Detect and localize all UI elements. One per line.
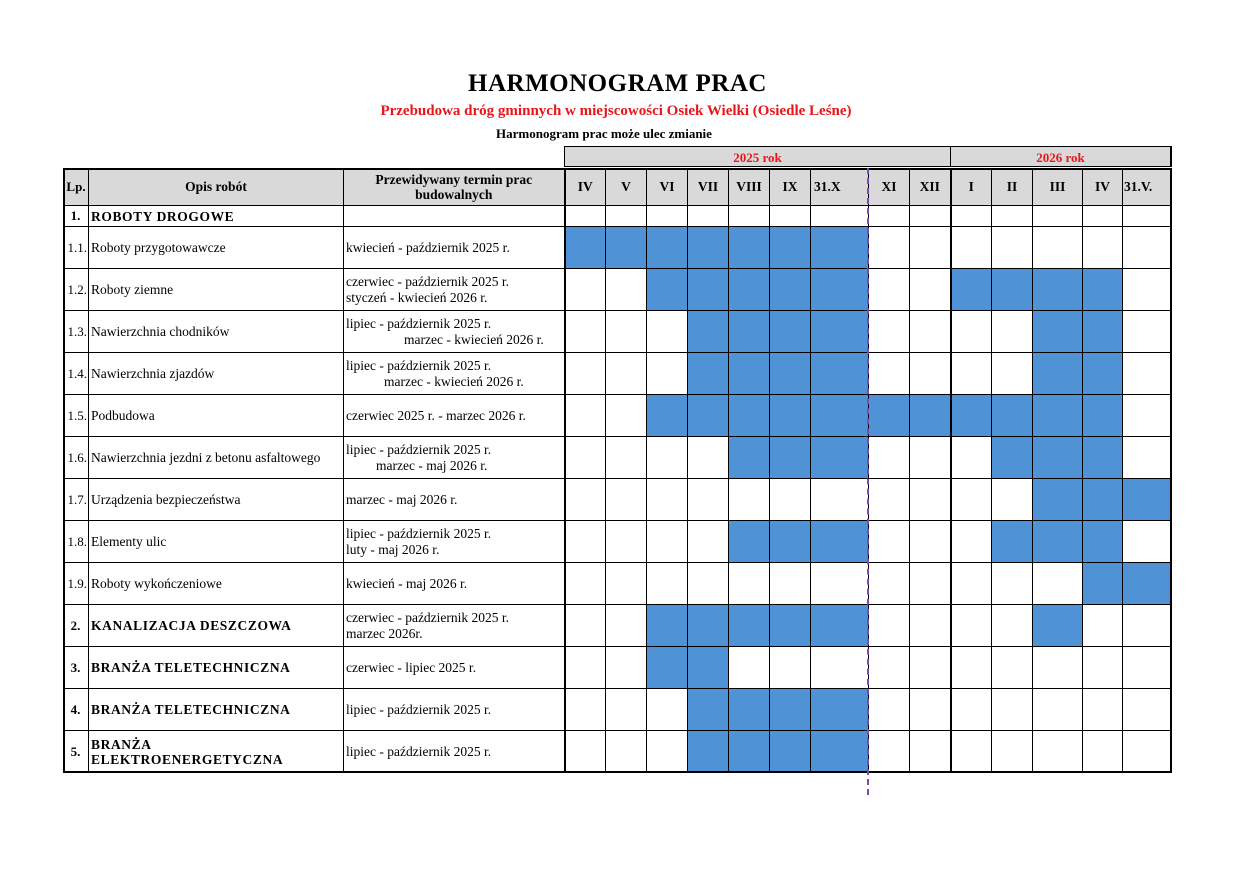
gantt-empty-cell xyxy=(869,605,910,647)
gantt-empty-cell xyxy=(606,521,647,563)
gantt-bar-cell xyxy=(770,395,811,437)
gantt-bar-cell xyxy=(951,395,992,437)
column-header-row xyxy=(64,169,1171,206)
gantt-empty-cell xyxy=(1123,689,1171,731)
gantt-empty-cell xyxy=(869,311,910,353)
gantt-empty-cell xyxy=(1123,731,1171,773)
gantt-empty-cell xyxy=(770,206,811,227)
gantt-empty-cell xyxy=(647,437,688,479)
term-line: czerwiec - październik 2025 r. xyxy=(346,273,510,289)
gantt-empty-cell xyxy=(910,563,951,605)
gantt-empty-cell xyxy=(606,605,647,647)
row-number: 1. xyxy=(64,206,89,227)
row-number: 3. xyxy=(64,647,89,689)
term-line: lipiec - październik 2025 r. xyxy=(346,441,492,457)
term-line: marzec 2026r. xyxy=(346,625,423,641)
gantt-bar-cell xyxy=(1083,563,1123,605)
row-number: 4. xyxy=(64,689,89,731)
gantt-bar-cell xyxy=(770,605,811,647)
gantt-bar-cell xyxy=(647,647,688,689)
gantt-empty-cell xyxy=(951,647,992,689)
gantt-empty-cell xyxy=(770,647,811,689)
gantt-bar-cell xyxy=(992,521,1033,563)
term-line: kwiecień - październik 2025 r. xyxy=(346,239,510,255)
gantt-bar-cell xyxy=(729,311,770,353)
gantt-empty-cell xyxy=(565,731,606,773)
gantt-empty-cell xyxy=(992,689,1033,731)
col-header-month: IX xyxy=(770,169,811,206)
gantt-empty-cell xyxy=(992,647,1033,689)
gantt-empty-cell xyxy=(910,269,951,311)
task-description: Roboty przygotowawcze xyxy=(89,227,344,269)
task-description: Roboty wykończeniowe xyxy=(89,563,344,605)
gantt-bar-cell xyxy=(688,269,729,311)
table-row xyxy=(64,689,1171,731)
task-term xyxy=(344,731,565,773)
term-line: lipiec - październik 2025 r. xyxy=(346,315,492,331)
gantt-empty-cell xyxy=(606,206,647,227)
gantt-bar-cell xyxy=(811,395,869,437)
gantt-empty-cell xyxy=(1123,395,1171,437)
gantt-empty-cell xyxy=(869,269,910,311)
gantt-bar-cell xyxy=(729,437,770,479)
gantt-empty-cell xyxy=(565,647,606,689)
gantt-empty-cell xyxy=(1123,353,1171,395)
gantt-empty-cell xyxy=(1083,206,1123,227)
task-term xyxy=(344,563,565,605)
task-term xyxy=(344,311,565,353)
page-title: HARMONOGRAM PRAC xyxy=(468,70,767,97)
row-number: 1.7. xyxy=(64,479,89,521)
gantt-empty-cell xyxy=(1123,227,1171,269)
gantt-empty-cell xyxy=(1123,647,1171,689)
gantt-empty-cell xyxy=(729,479,770,521)
task-term xyxy=(344,647,565,689)
gantt-empty-cell xyxy=(647,206,688,227)
gantt-bar-cell xyxy=(1083,395,1123,437)
term-line: lipiec - październik 2025 r. xyxy=(346,357,492,373)
gantt-bar-cell xyxy=(811,689,869,731)
project-subtitle: Przebudowa dróg gminnych w miejscowości Osiek Wielki (Osiedle Leśne) xyxy=(380,103,852,119)
col-header-month: IV xyxy=(565,169,606,206)
row-number: 5. xyxy=(64,731,89,773)
row-number: 1.5. xyxy=(64,395,89,437)
gantt-bar-cell xyxy=(770,311,811,353)
col-header-month: VIII xyxy=(729,169,770,206)
gantt-empty-cell xyxy=(951,353,992,395)
gantt-bar-cell xyxy=(770,353,811,395)
gantt-bar-cell xyxy=(729,269,770,311)
gantt-bar-cell xyxy=(770,269,811,311)
table-row xyxy=(64,269,1171,311)
gantt-bar-cell xyxy=(811,311,869,353)
gantt-bar-cell xyxy=(688,605,729,647)
gantt-bar-cell xyxy=(729,395,770,437)
gantt-empty-cell xyxy=(1033,206,1083,227)
gantt-bar-cell xyxy=(606,227,647,269)
gantt-empty-cell xyxy=(951,521,992,563)
gantt-empty-cell xyxy=(647,521,688,563)
year-2025-header: 2025 rok xyxy=(564,146,951,167)
task-description: Nawierzchnia chodników xyxy=(89,311,344,353)
gantt-bar-cell xyxy=(951,269,992,311)
task-description: Nawierzchnia jezdni z betonu asfaltowego xyxy=(89,437,344,479)
gantt-empty-cell xyxy=(1123,269,1171,311)
gantt-bar-cell xyxy=(1033,353,1083,395)
row-number: 1.3. xyxy=(64,311,89,353)
gantt-empty-cell xyxy=(565,479,606,521)
term-line: czerwiec 2025 r. - marzec 2026 r. xyxy=(346,407,526,423)
gantt-bar-cell xyxy=(729,353,770,395)
gantt-empty-cell xyxy=(992,479,1033,521)
col-header-termin: Przewidywany termin prac budowalnych xyxy=(344,169,565,206)
task-description: Nawierzchnia zjazdów xyxy=(89,353,344,395)
gantt-empty-cell xyxy=(1033,731,1083,773)
gantt-empty-cell xyxy=(811,206,869,227)
gantt-bar-cell xyxy=(647,395,688,437)
col-header-month: IV xyxy=(1083,169,1123,206)
gantt-empty-cell xyxy=(1123,521,1171,563)
schedule-note: Harmonogram prac może ulec zmianie xyxy=(496,126,712,141)
task-description: BRANŻA TELETECHNICZNA xyxy=(89,647,344,689)
gantt-empty-cell xyxy=(647,353,688,395)
task-term xyxy=(344,437,565,479)
gantt-empty-cell xyxy=(565,689,606,731)
table-row xyxy=(64,521,1171,563)
gantt-empty-cell xyxy=(869,689,910,731)
gantt-empty-cell xyxy=(910,437,951,479)
gantt-empty-cell xyxy=(1033,689,1083,731)
gantt-empty-cell xyxy=(869,521,910,563)
gantt-empty-cell xyxy=(811,647,869,689)
gantt-empty-cell xyxy=(869,731,910,773)
term-line: styczeń - kwiecień 2026 r. xyxy=(346,289,488,305)
task-term xyxy=(344,689,565,731)
table-row xyxy=(64,605,1171,647)
gantt-bar-cell xyxy=(1083,269,1123,311)
gantt-bar-cell xyxy=(688,647,729,689)
gantt-bar-cell xyxy=(729,689,770,731)
gantt-empty-cell xyxy=(992,206,1033,227)
gantt-bar-cell xyxy=(647,605,688,647)
table-row xyxy=(64,479,1171,521)
term-line: lipiec - październik 2025 r. xyxy=(346,743,492,759)
gantt-bar-cell xyxy=(688,227,729,269)
table-row xyxy=(64,563,1171,605)
gantt-bar-cell xyxy=(770,689,811,731)
gantt-empty-cell xyxy=(951,563,992,605)
task-term xyxy=(344,479,565,521)
term-line: marzec - maj 2026 r. xyxy=(346,491,458,507)
table-row xyxy=(64,227,1171,269)
gantt-empty-cell xyxy=(606,353,647,395)
col-header-month: I xyxy=(951,169,992,206)
gantt-empty-cell xyxy=(910,521,951,563)
gantt-bar-cell xyxy=(729,521,770,563)
table-row xyxy=(64,206,1171,227)
term-line: marzec - maj 2026 r. xyxy=(376,457,488,473)
gantt-empty-cell xyxy=(647,563,688,605)
gantt-empty-cell xyxy=(869,437,910,479)
gantt-empty-cell xyxy=(770,563,811,605)
gantt-empty-cell xyxy=(869,206,910,227)
gantt-empty-cell xyxy=(565,521,606,563)
gantt-empty-cell xyxy=(606,311,647,353)
schedule-table xyxy=(63,168,1171,773)
col-header-month: III xyxy=(1033,169,1083,206)
gantt-empty-cell xyxy=(565,437,606,479)
gantt-empty-cell xyxy=(688,521,729,563)
gantt-empty-cell xyxy=(1083,605,1123,647)
gantt-bar-cell xyxy=(565,227,606,269)
gantt-empty-cell xyxy=(910,206,951,227)
task-term xyxy=(344,269,565,311)
gantt-bar-cell xyxy=(992,395,1033,437)
gantt-bar-cell xyxy=(647,227,688,269)
col-header-month: XI xyxy=(869,169,910,206)
col-header-lp: Lp. xyxy=(64,169,89,206)
table-row xyxy=(64,731,1171,773)
row-number: 1.8. xyxy=(64,521,89,563)
row-number: 1.6. xyxy=(64,437,89,479)
gantt-bar-cell xyxy=(1083,311,1123,353)
gantt-bar-cell xyxy=(910,395,951,437)
gantt-empty-cell xyxy=(688,437,729,479)
gantt-bar-cell xyxy=(811,269,869,311)
row-number: 2. xyxy=(64,605,89,647)
task-term xyxy=(344,395,565,437)
gantt-bar-cell xyxy=(811,605,869,647)
gantt-bar-cell xyxy=(1083,479,1123,521)
gantt-empty-cell xyxy=(606,647,647,689)
gantt-empty-cell xyxy=(869,647,910,689)
gantt-bar-cell xyxy=(1033,269,1083,311)
gantt-bar-cell xyxy=(729,605,770,647)
gantt-empty-cell xyxy=(910,689,951,731)
gantt-empty-cell xyxy=(606,395,647,437)
gantt-empty-cell xyxy=(688,206,729,227)
gantt-bar-cell xyxy=(869,395,910,437)
col-header-month: V xyxy=(606,169,647,206)
table-row xyxy=(64,311,1171,353)
gantt-bar-cell xyxy=(1033,521,1083,563)
row-number: 1.4. xyxy=(64,353,89,395)
gantt-empty-cell xyxy=(606,689,647,731)
task-description: Podbudowa xyxy=(89,395,344,437)
gantt-empty-cell xyxy=(869,479,910,521)
schedule-rows xyxy=(64,206,1171,773)
gantt-empty-cell xyxy=(992,731,1033,773)
gantt-empty-cell xyxy=(606,479,647,521)
gantt-empty-cell xyxy=(910,353,951,395)
gantt-empty-cell xyxy=(910,227,951,269)
gantt-bar-cell xyxy=(688,689,729,731)
gantt-empty-cell xyxy=(729,647,770,689)
gantt-empty-cell xyxy=(811,563,869,605)
gantt-empty-cell xyxy=(910,647,951,689)
gantt-empty-cell xyxy=(647,479,688,521)
row-number: 1.9. xyxy=(64,563,89,605)
gantt-empty-cell xyxy=(910,311,951,353)
task-description: BRANŻA ELEKTROENERGETYCZNA xyxy=(89,731,344,773)
gantt-empty-cell xyxy=(688,479,729,521)
gantt-bar-cell xyxy=(1033,395,1083,437)
gantt-bar-cell xyxy=(811,227,869,269)
term-line: lipiec - październik 2025 r. xyxy=(346,525,492,541)
gantt-empty-cell xyxy=(1033,647,1083,689)
col-header-month: 31.X xyxy=(811,169,869,206)
gantt-empty-cell xyxy=(869,563,910,605)
table-row xyxy=(64,353,1171,395)
gantt-empty-cell xyxy=(1033,227,1083,269)
row-number: 1.2. xyxy=(64,269,89,311)
col-header-month: II xyxy=(992,169,1033,206)
term-line: marzec - kwiecień 2026 r. xyxy=(384,373,524,389)
gantt-empty-cell xyxy=(869,227,910,269)
term-line: kwiecień - maj 2026 r. xyxy=(346,575,468,591)
gantt-empty-cell xyxy=(647,731,688,773)
gantt-bar-cell xyxy=(811,521,869,563)
gantt-empty-cell xyxy=(951,731,992,773)
gantt-bar-cell xyxy=(729,731,770,773)
gantt-empty-cell xyxy=(729,563,770,605)
task-description: ROBOTY DROGOWE xyxy=(89,206,344,227)
gantt-empty-cell xyxy=(606,437,647,479)
col-header-opis: Opis robót xyxy=(89,169,344,206)
gantt-empty-cell xyxy=(647,311,688,353)
term-line: luty - maj 2026 r. xyxy=(346,541,440,557)
col-header-month: 31.V. xyxy=(1123,169,1171,206)
gantt-empty-cell xyxy=(606,563,647,605)
gantt-empty-cell xyxy=(951,206,992,227)
term-line: czerwiec - październik 2025 r. xyxy=(346,609,510,625)
gantt-bar-cell xyxy=(729,227,770,269)
task-term xyxy=(344,521,565,563)
gantt-empty-cell xyxy=(811,479,869,521)
gantt-bar-cell xyxy=(992,437,1033,479)
gantt-bar-cell xyxy=(1123,479,1171,521)
gantt-bar-cell xyxy=(1033,311,1083,353)
gantt-empty-cell xyxy=(1033,563,1083,605)
gantt-bar-cell xyxy=(811,437,869,479)
gantt-empty-cell xyxy=(910,479,951,521)
gantt-empty-cell xyxy=(992,353,1033,395)
gantt-empty-cell xyxy=(565,353,606,395)
gantt-bar-cell xyxy=(1083,521,1123,563)
gantt-empty-cell xyxy=(992,563,1033,605)
task-description: Urządzenia bezpieczeństwa xyxy=(89,479,344,521)
gantt-empty-cell xyxy=(951,311,992,353)
gantt-empty-cell xyxy=(951,227,992,269)
gantt-empty-cell xyxy=(1083,227,1123,269)
gantt-bar-cell xyxy=(647,269,688,311)
task-term xyxy=(344,227,565,269)
col-header-month: XII xyxy=(910,169,951,206)
gantt-bar-cell xyxy=(688,731,729,773)
gantt-empty-cell xyxy=(565,311,606,353)
gantt-bar-cell xyxy=(688,395,729,437)
gantt-empty-cell xyxy=(951,689,992,731)
gantt-bar-cell xyxy=(1083,353,1123,395)
gantt-empty-cell xyxy=(1123,605,1171,647)
table-row xyxy=(64,437,1171,479)
col-header-month: VII xyxy=(688,169,729,206)
gantt-empty-cell xyxy=(1083,647,1123,689)
gantt-bar-cell xyxy=(770,731,811,773)
gantt-empty-cell xyxy=(1083,731,1123,773)
gantt-bar-cell xyxy=(811,353,869,395)
gantt-bar-cell xyxy=(688,353,729,395)
gantt-empty-cell xyxy=(992,311,1033,353)
term-line: lipiec - październik 2025 r. xyxy=(346,701,492,717)
gantt-bar-cell xyxy=(1033,479,1083,521)
gantt-empty-cell xyxy=(770,479,811,521)
gantt-bar-cell xyxy=(811,731,869,773)
gantt-empty-cell xyxy=(565,605,606,647)
gantt-empty-cell xyxy=(910,731,951,773)
gantt-empty-cell xyxy=(992,605,1033,647)
gantt-empty-cell xyxy=(565,269,606,311)
gantt-empty-cell xyxy=(606,731,647,773)
task-term xyxy=(344,605,565,647)
gantt-bar-cell xyxy=(688,311,729,353)
table-row xyxy=(64,647,1171,689)
gantt-bar-cell xyxy=(1033,437,1083,479)
col-header-month: VI xyxy=(647,169,688,206)
task-term xyxy=(344,206,565,227)
gantt-bar-cell xyxy=(770,227,811,269)
task-description: Roboty ziemne xyxy=(89,269,344,311)
gantt-empty-cell xyxy=(910,605,951,647)
gantt-bar-cell xyxy=(770,437,811,479)
gantt-empty-cell xyxy=(951,437,992,479)
gantt-empty-cell xyxy=(992,227,1033,269)
gantt-empty-cell xyxy=(606,269,647,311)
gantt-empty-cell xyxy=(1083,689,1123,731)
term-line: marzec - kwiecień 2026 r. xyxy=(404,331,544,347)
table-row xyxy=(64,395,1171,437)
gantt-empty-cell xyxy=(1123,206,1171,227)
task-description: KANALIZACJA DESZCZOWA xyxy=(89,605,344,647)
year-2026-header: 2026 rok xyxy=(950,146,1172,167)
gantt-empty-cell xyxy=(869,353,910,395)
gantt-empty-cell xyxy=(565,206,606,227)
row-number: 1.1. xyxy=(64,227,89,269)
gantt-empty-cell xyxy=(951,479,992,521)
gantt-empty-cell xyxy=(729,206,770,227)
gantt-empty-cell xyxy=(688,563,729,605)
gantt-empty-cell xyxy=(647,689,688,731)
task-description: Elementy ulic xyxy=(89,521,344,563)
gantt-empty-cell xyxy=(565,395,606,437)
gantt-empty-cell xyxy=(1123,437,1171,479)
gantt-empty-cell xyxy=(1123,311,1171,353)
task-term xyxy=(344,353,565,395)
task-description: BRANŻA TELETECHNICZNA xyxy=(89,689,344,731)
gantt-bar-cell xyxy=(1123,563,1171,605)
gantt-empty-cell xyxy=(565,563,606,605)
gantt-empty-cell xyxy=(951,605,992,647)
gantt-bar-cell xyxy=(1083,437,1123,479)
gantt-bar-cell xyxy=(1033,605,1083,647)
gantt-bar-cell xyxy=(770,521,811,563)
term-line: czerwiec - lipiec 2025 r. xyxy=(346,659,477,675)
gantt-bar-cell xyxy=(992,269,1033,311)
